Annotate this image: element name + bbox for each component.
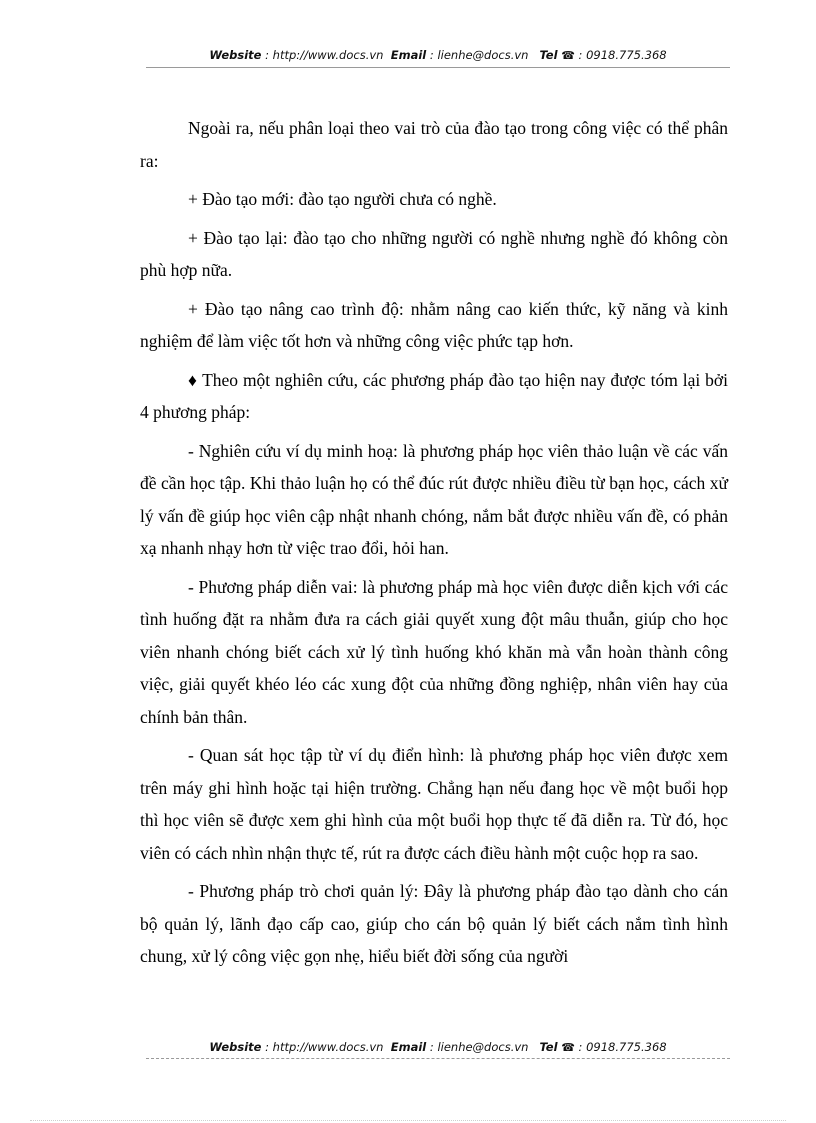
email-label: Email	[390, 48, 427, 62]
email-sep: :	[426, 48, 438, 62]
paragraph: ♦ Theo một nghiên cứu, các phương pháp đào tạo hiện nay được tóm lại bởi 4 phương pháp:	[140, 369, 728, 422]
paragraph: - Phương pháp trò chơi quản lý: Đây là phương pháp đào tạo dành cho cán bộ quản lý, lãnh đạo cấp cao, giúp cho cán bộ quản lý biết cách nắm tình hình chung, xử lý công việc gọn nhẹ, hiểu biết đời sống của người	[140, 881, 728, 966]
paragraph: - Nghiên cứu ví dụ minh hoạ: là phương pháp học viên thảo luận về các vấn đề cần học tập. Khi thảo luận họ có thể đúc rút được nhiều điều từ bạn học, cách xử lý vấn đề giúp học viên cập nhật nhanh chóng, nắm bắt được nhiều vấn đề, có phản xạ nhanh nhạy hơn từ việc trao đổi, hỏi han.	[140, 440, 728, 558]
website-url[interactable]: http://www.docs.vn	[272, 48, 384, 62]
footer-divider	[146, 1058, 730, 1059]
email-value[interactable]: lienhe@docs.vn	[437, 1040, 529, 1054]
paragraph: - Phương pháp diễn vai: là phương pháp mà học viên được diễn kịch với các tình huống đặt ra nhằm đưa ra cách giải quyết xung đột mâu thuẫn, giúp cho học viên nhanh chóng biết cách xử lý tình huống khó khăn mà vẫn hoàn thành công việc, giải quyết khéo léo các xung đột của những đồng nghiệp, nhân viên hay của chính bản thân.	[140, 576, 728, 727]
telephone-icon: ☎	[561, 49, 575, 62]
website-sep: :	[261, 48, 273, 62]
website-label: Website	[209, 1040, 262, 1054]
website-url[interactable]: http://www.docs.vn	[272, 1040, 384, 1054]
tel-value: 0918.775.368	[586, 48, 667, 62]
paragraph: + Đào tạo nâng cao trình độ: nhằm nâng cao kiến thức, kỹ năng và kinh nghiệm để làm việc tốt hơn và những công việc phức tạp hơn.	[140, 298, 728, 351]
page-footer	[146, 1040, 730, 1054]
header-divider	[146, 67, 730, 68]
tel-sep: :	[574, 48, 587, 62]
tel-label: Tel	[539, 1040, 558, 1054]
email-label: Email	[390, 1040, 427, 1054]
document-body	[140, 112, 728, 979]
telephone-icon: ☎	[561, 1041, 575, 1054]
page-edge-dotted-line	[30, 1120, 786, 1121]
tel-value: 0918.775.368	[586, 1040, 667, 1054]
tel-label: Tel	[539, 48, 558, 62]
website-label: Website	[209, 48, 262, 62]
paragraph: Ngoài ra, nếu phân loại theo vai trò của đào tạo trong công việc có thể phân ra:	[140, 118, 728, 171]
page-header	[146, 48, 730, 62]
paragraph: - Quan sát học tập từ ví dụ điển hình: là phương pháp học viên được xem trên máy ghi hình hoặc tại hiện trường. Chẳng hạn nếu đang học về một buổi họp thì học viên sẽ được xem ghi hình của một buổi họp thực tế đã diễn ra. Từ đó, học viên có cách nhìn nhận thực tế, rút ra được cách điều hành một cuộc họp ra sao.	[140, 745, 728, 863]
tel-sep: :	[574, 1040, 587, 1054]
paragraph: + Đào tạo mới: đào tạo người chưa có nghề.	[188, 189, 497, 209]
website-sep: :	[261, 1040, 273, 1054]
email-sep: :	[426, 1040, 438, 1054]
email-value[interactable]: lienhe@docs.vn	[437, 48, 529, 62]
paragraph: + Đào tạo lại: đào tạo cho những người có nghề nhưng nghề đó không còn phù hợp nữa.	[140, 227, 728, 280]
